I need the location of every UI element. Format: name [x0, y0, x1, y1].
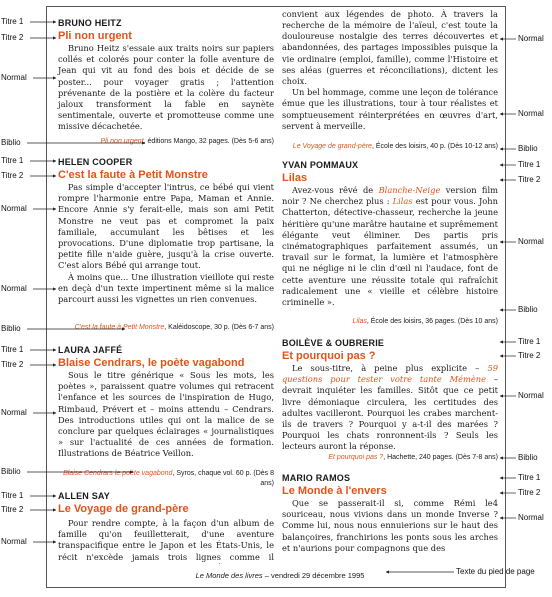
footer-date: – vendredi 29 décembre 1995	[262, 571, 365, 580]
body-text: Sous le titre générique « Sous les mots, les poètes », paraissent quatre volumes qui retracent l'enfance et les sources de l'inspiration de Hugo, Rimbaud, Prévert et – moins attendu – Cendrars. Des introductions utiles qui ont la malice de se conclure par quelques éclairages « journalistiques » sur l'actualité de ces années de formation. Illustrations de Béatrice Veillon.	[58, 370, 274, 459]
author: BRUNO HEITZ	[58, 18, 122, 28]
body-text: Un bel hommage, comme une leçon de tolérance émue que les illustrations, tour à tour réalistes et somptueusement réinterprétées en œuvres d'art, servent à merveille.	[282, 87, 498, 130]
label-titre2: Titre 2	[518, 351, 541, 360]
body-text: Que se passerait-il si, comme Rémi le4 souriceau, nous vivions dans un monde Inverse ? Comme lui, nous nous ennuierions sur le haut des balançoires, franchirions les ponts sous les arches et n'aurions pour compagnons que des	[282, 498, 498, 553]
text-run: est pour vous. John Chatterton, détective-chasseur, recherche la jeune héritière qu'une marâtre hautaine et suprêmement élégante veut éliminer. Des partis pris cinématographiques parfaitement assumés, un travail sur le format, la lumière et l'atmosphère qui ne néglige ni le clin d'œil ni l'audace, font de cette aventure une réussite totale qui rafraîchit radicalement une « vieille et célèbre histoire criminelle ».	[282, 196, 498, 308]
label-titre2: Titre 2	[518, 488, 541, 497]
label-normal: Normal	[1, 537, 27, 546]
text-run: Avez-vous rêvé de	[292, 185, 379, 195]
label-biblio: Biblio	[518, 305, 538, 314]
article-title: Blaise Cendrars, le poète vagabond	[58, 357, 245, 369]
biblio-title: Le Voyage de grand-père	[292, 143, 372, 150]
body-text: À moins que... Une illustration vieillote qui reste en deçà d'un texte impertinent même si la malice parcourt aussi les vignettes un rien convenues.	[58, 271, 274, 305]
body-text: convient aux légendes de photo. À travers la recherche de la mémoire de l'aïeul, c'est toute la douloureuse nostalgie des terres découvertes et abandonnées, des partages impossibles puisque la vie ordinaire (emploi, famille), comme l'Histoire et ses aléas (guerres et réconciliations), dictent les choix.	[282, 8, 498, 87]
label-titre1: Titre 1	[518, 473, 541, 482]
label-normal: Normal	[518, 513, 544, 522]
body-text: Bruno Heitz s'essaie aux traits noirs sur papiers collés et colorés pour conter la folle aventure de Jean qui vit au fond des bois et décide de se poster... pour voyager gratis ; l'attention prévenante de la postière et la colère du facteur jaloux transforment la fable en saynète sentimentale, ouverte et promotteuse comme une missive décachetée.	[58, 43, 274, 132]
text-run: – devrait inquiéter les familles. Sitôt que ce petit livre démoniaque circulera, les certitudes des adultes vacilleront. Pourquoi les crabes marchent-ils de travers ? Pourquoi y a-t-il des marées ? Pourquoi les chats ronronnent-ils ? Seuls les lecteurs auront la réponse.	[282, 374, 498, 452]
biblio-title: Et pourquoi pas ?	[328, 454, 384, 461]
label-normal: Normal	[1, 204, 27, 213]
article-title: Et pourquoi pas ?	[282, 350, 376, 362]
article-title: Lilas	[282, 172, 308, 184]
label-titre1: Titre 1	[1, 491, 24, 500]
article-title: Pli non urgent	[58, 30, 132, 42]
label-titre2: Titre 2	[518, 175, 541, 184]
label-titre2: Titre 2	[1, 360, 24, 369]
label-normal: Normal	[518, 237, 544, 246]
label-normal: Normal	[1, 408, 27, 417]
label-normal: Normal	[518, 391, 544, 400]
article-title: C'est la faute à Petit Monstre	[58, 169, 208, 181]
biblio-details: , Kaléidoscope, 30 p. (Dès 6-7 ans)	[164, 324, 274, 331]
author: ALLEN SAY	[58, 491, 110, 501]
biblio-title: Lilas	[352, 318, 367, 325]
label-titre1: Titre 1	[1, 17, 24, 26]
author: HELEN COOPER	[58, 157, 133, 167]
text-run: Le sous-titre, à peine plus explicite –	[292, 363, 488, 373]
emphasis: 59 questions pour tester votre tante Mémène	[282, 363, 498, 385]
label-titre1: Titre 1	[1, 345, 24, 354]
biblio-details: , École des loisirs, 36 pages. (Dès 10 ans)	[366, 318, 498, 325]
label-biblio: Biblio	[1, 467, 21, 476]
label-normal: Normal	[1, 284, 27, 293]
label-normal: Normal	[518, 34, 544, 43]
label-biblio: Biblio	[1, 138, 21, 147]
biblio-details: , éditions Mango, 32 pages. (Dès 5-6 ans)	[143, 138, 274, 145]
label-normal: Normal	[1, 73, 27, 82]
footer-paper: Le Monde des livres	[195, 571, 263, 580]
label-biblio: Biblio	[518, 453, 538, 462]
label-titre2: Titre 2	[1, 171, 24, 180]
biblio-title: Blaise Cendrars le poète vagabond	[63, 470, 173, 477]
biblio-title: Pli non urgent	[100, 138, 144, 145]
article-title: Le Voyage de grand-père	[58, 503, 189, 515]
biblio-title: C'est la faute à Petit Monstre	[74, 324, 165, 331]
biblio-details: , Hachette, 240 pages. (Dès 7-8 ans)	[383, 454, 498, 461]
article-title: Le Monde à l'envers	[282, 485, 387, 497]
author: LAURA JAFFÉ	[58, 345, 123, 355]
emphasis: Lilas	[392, 196, 413, 207]
label-titre1: Titre 1	[518, 337, 541, 346]
label-titre2: Titre 2	[1, 505, 24, 514]
emphasis: Blanche-Neige	[378, 185, 441, 195]
body-text: Pour rendre compte, à la façon d'un album de famille qu'on feuilletterait, d'une aventure transpacifique entre le Japon et les États-Unis, le récit n'excède jamais trois lignes comme il	[58, 518, 274, 562]
label-biblio: Biblio	[518, 144, 538, 153]
label-normal: Normal	[518, 109, 544, 118]
body-text: Pas simple d'accepter l'intrus, ce bébé qui vient rompre l'harmonie entre Papa, Maman et Annie. Encore Annie s'y ferait-elle, mais son ami Petit Monstre ne veut pas et compromet la paix familiale, accumulant les bêtises et les provocations. D'une diplomatie trop partisane, la petite fille n'aide guère, jusqu'à la crise ouverte. C'est alors Bébé qui arrange tout.	[58, 182, 274, 271]
label-biblio: Biblio	[1, 324, 21, 333]
label-titre1: Titre 1	[1, 156, 24, 165]
author: BOILÈVE & OUBRERIE	[282, 338, 385, 348]
biblio-details: , École des loisirs, 40 p. (Dès 10-12 ans)	[371, 143, 498, 150]
label-footer: Texte du pied de page	[456, 567, 535, 576]
text-run: version film noir ? Ne cherchez plus :	[282, 185, 498, 207]
label-titre1: Titre 1	[518, 160, 541, 169]
biblio-details: , Syros, chaque vol. 60 p. (Dès 8 ans)	[172, 470, 274, 487]
author: YVAN POMMAUX	[282, 160, 359, 170]
label-titre2: Titre 2	[1, 33, 24, 42]
author: MARIO RAMOS	[282, 473, 351, 483]
